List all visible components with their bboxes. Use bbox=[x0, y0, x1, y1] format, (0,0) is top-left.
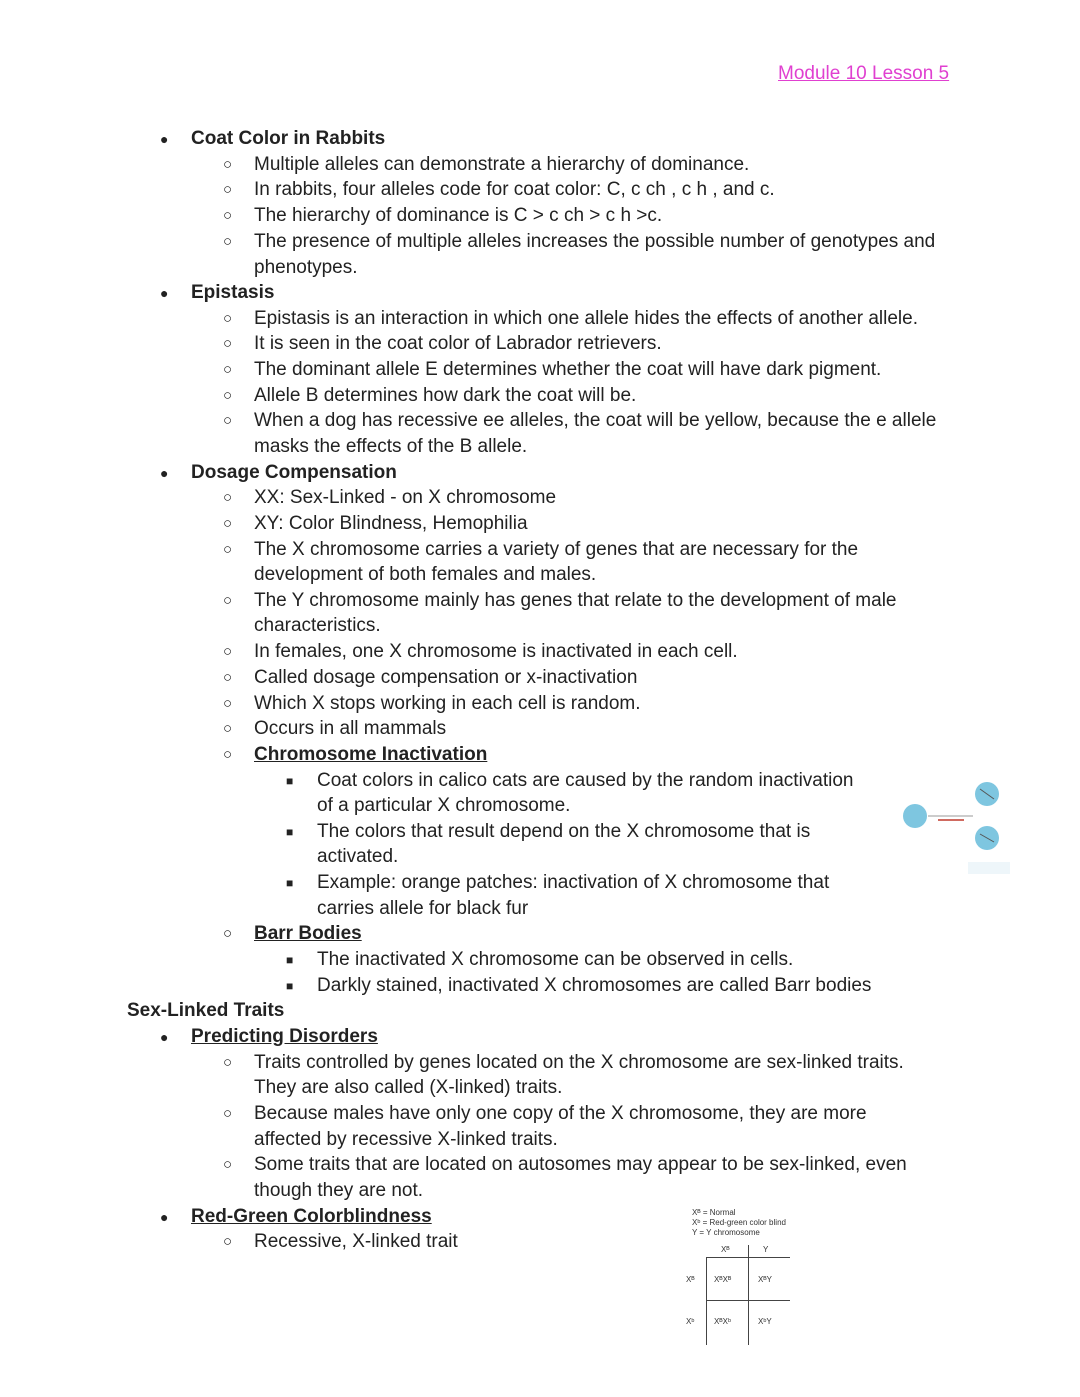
list-item: XX: Sex-Linked - on X chromosome bbox=[254, 487, 557, 508]
list-item: of a particular X chromosome. bbox=[317, 795, 571, 816]
grid-line bbox=[748, 1245, 749, 1345]
subsection-title-red-green: Red-Green Colorblindness bbox=[191, 1206, 432, 1227]
punnett-square bbox=[678, 1205, 798, 1345]
list-item: Because males have only one copy of the X chromosome, they are more bbox=[254, 1103, 867, 1124]
grid-line bbox=[706, 1257, 707, 1345]
list-item: XY: Color Blindness, Hemophilia bbox=[254, 513, 528, 534]
circle-marker: ○ bbox=[223, 925, 233, 942]
circle-marker: ○ bbox=[223, 361, 233, 378]
bullet-marker: ● bbox=[160, 1209, 169, 1225]
circle-marker: ○ bbox=[223, 1105, 233, 1122]
bullet-marker: ● bbox=[160, 465, 169, 481]
col-header: Xᴮ bbox=[721, 1245, 730, 1254]
circle-marker: ○ bbox=[223, 643, 233, 660]
legend-line: Xᵇ = Red-green color blind bbox=[692, 1218, 786, 1227]
list-item: The colors that result depend on the X chromosome that is bbox=[317, 821, 811, 842]
circle-marker: ○ bbox=[223, 669, 233, 686]
circle-marker: ○ bbox=[223, 310, 233, 327]
list-item: Coat colors in calico cats are caused by the random inactivation bbox=[317, 770, 854, 791]
legend-line: Y = Y chromosome bbox=[692, 1228, 760, 1237]
list-item: The presence of multiple alleles increases the possible number of genotypes and bbox=[254, 231, 936, 252]
circle-marker: ○ bbox=[223, 720, 233, 737]
circle-marker: ○ bbox=[223, 412, 233, 429]
legend-line: Xᴮ = Normal bbox=[692, 1208, 736, 1217]
list-item: phenotypes. bbox=[254, 257, 358, 278]
bullet-marker: ● bbox=[160, 131, 169, 147]
list-item: They are also called (X-linked) traits. bbox=[254, 1077, 563, 1098]
square-marker: ■ bbox=[286, 774, 294, 788]
list-item: characteristics. bbox=[254, 615, 381, 636]
square-marker: ■ bbox=[286, 876, 294, 890]
circle-marker: ○ bbox=[223, 489, 233, 506]
list-item: When a dog has recessive ee alleles, the coat will be yellow, because the e allele bbox=[254, 410, 937, 431]
cell-icon bbox=[903, 804, 927, 828]
circle-marker: ○ bbox=[223, 233, 233, 250]
punnett-cell: XᴮXᵇ bbox=[714, 1317, 732, 1326]
list-item: The Y chromosome mainly has genes that relate to the development of male bbox=[254, 590, 897, 611]
section-title-coat-color: Coat Color in Rabbits bbox=[191, 128, 386, 149]
list-item: carries allele for black fur bbox=[317, 898, 529, 919]
section-title-dosage: Dosage Compensation bbox=[191, 462, 397, 483]
list-item: Epistasis is an interaction in which one allele hides the effects of another allele. bbox=[254, 308, 918, 329]
circle-marker: ○ bbox=[223, 207, 233, 224]
section-title-sex-linked: Sex-Linked Traits bbox=[127, 1000, 285, 1021]
list-item: The hierarchy of dominance is C > c ch > c h >c. bbox=[254, 205, 663, 226]
circle-marker: ○ bbox=[223, 1054, 233, 1071]
list-item: It is seen in the coat color of Labrador retrievers. bbox=[254, 333, 662, 354]
col-header: Y bbox=[763, 1245, 769, 1254]
subsection-title-barr-bodies: Barr Bodies bbox=[254, 923, 362, 944]
list-item: Darkly stained, inactivated X chromosomes are called Barr bodies bbox=[317, 975, 872, 996]
list-item: Allele B determines how dark the coat will be. bbox=[254, 385, 637, 406]
circle-marker: ○ bbox=[223, 387, 233, 404]
circle-marker: ○ bbox=[223, 746, 233, 763]
bullet-marker: ● bbox=[160, 1029, 169, 1045]
list-item: The inactivated X chromosome can be observed in cells. bbox=[317, 949, 794, 970]
cell-patch bbox=[968, 862, 1010, 874]
list-item: masks the effects of the B allele. bbox=[254, 436, 528, 457]
row-header: Xᵇ bbox=[686, 1317, 695, 1326]
punnett-cell: XᴮXᴮ bbox=[714, 1275, 732, 1284]
bullet-marker: ● bbox=[160, 285, 169, 301]
list-item: Which X stops working in each cell is random. bbox=[254, 693, 641, 714]
circle-marker: ○ bbox=[223, 515, 233, 532]
list-item: Occurs in all mammals bbox=[254, 718, 447, 739]
circle-marker: ○ bbox=[223, 1233, 233, 1250]
list-item: Multiple alleles can demonstrate a hierarchy of dominance. bbox=[254, 154, 750, 175]
circle-marker: ○ bbox=[223, 1156, 233, 1173]
circle-marker: ○ bbox=[223, 541, 233, 558]
list-item: activated. bbox=[317, 846, 399, 867]
subsection-title-predicting-disorders: Predicting Disorders bbox=[191, 1026, 378, 1047]
list-item: In rabbits, four alleles code for coat color: C, c ch , c h , and c. bbox=[254, 179, 775, 200]
circle-marker: ○ bbox=[223, 181, 233, 198]
list-item: The X chromosome carries a variety of genes that are necessary for the bbox=[254, 539, 859, 560]
list-item: affected by recessive X-linked traits. bbox=[254, 1129, 558, 1150]
list-item: development of both females and males. bbox=[254, 564, 597, 585]
circle-marker: ○ bbox=[223, 156, 233, 173]
list-item: The dominant allele E determines whether the coat will have dark pigment. bbox=[254, 359, 882, 380]
section-title-epistasis: Epistasis bbox=[191, 282, 275, 303]
list-item: Traits controlled by genes located on the X chromosome are sex-linked traits. bbox=[254, 1052, 904, 1073]
list-item: Some traits that are located on autosomes may appear to be sex-linked, even bbox=[254, 1154, 907, 1175]
square-marker: ■ bbox=[286, 979, 294, 993]
list-item: Called dosage compensation or x-inactivation bbox=[254, 667, 638, 688]
list-item: Example: orange patches: inactivation of X chromosome that bbox=[317, 872, 830, 893]
subsection-title-chromosome-inactivation: Chromosome Inactivation bbox=[254, 744, 488, 765]
circle-marker: ○ bbox=[223, 695, 233, 712]
grid-line bbox=[706, 1300, 790, 1301]
circle-marker: ○ bbox=[223, 592, 233, 609]
calico-inactivation-figure bbox=[898, 772, 1013, 882]
punnett-cell: XᴮY bbox=[758, 1275, 772, 1284]
list-item: though they are not. bbox=[254, 1180, 424, 1201]
list-item: In females, one X chromosome is inactivated in each cell. bbox=[254, 641, 738, 662]
list-item: Recessive, X-linked trait bbox=[254, 1231, 458, 1252]
punnett-cell: XᵇY bbox=[758, 1317, 772, 1326]
row-header: Xᴮ bbox=[686, 1275, 695, 1284]
square-marker: ■ bbox=[286, 825, 294, 839]
module-lesson-link[interactable]: Module 10 Lesson 5 bbox=[778, 63, 950, 84]
circle-marker: ○ bbox=[223, 335, 233, 352]
square-marker: ■ bbox=[286, 953, 294, 967]
